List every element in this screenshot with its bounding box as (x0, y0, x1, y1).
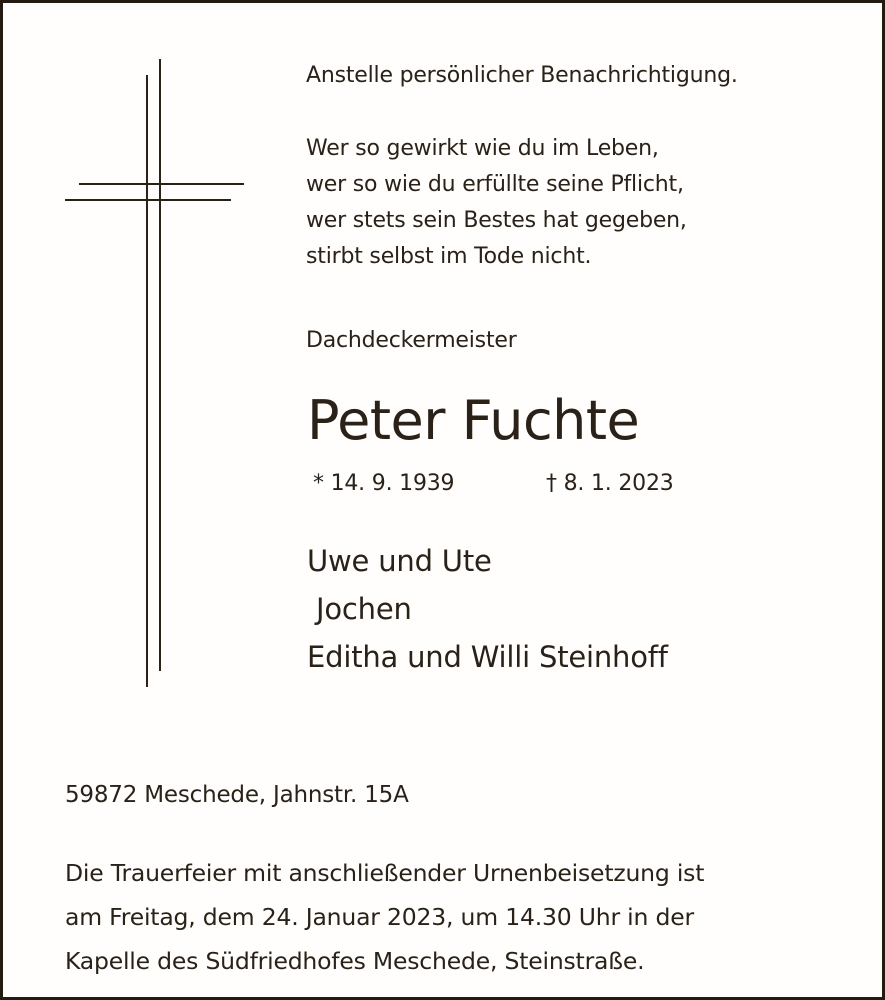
death-date: † 8. 1. 2023 (546, 471, 674, 496)
poem-line: stirbt selbst im Tode nicht. (306, 244, 592, 269)
mourner-line: Jochen (307, 592, 412, 626)
service-line: Kapelle des Südfriedhofes Meschede, Steinstraße. (65, 947, 645, 975)
cross-vertical-line (146, 75, 148, 687)
profession: Dachdeckermeister (306, 328, 517, 353)
poem-line: wer stets sein Bestes hat gegeben, (306, 208, 687, 233)
cross-vertical-line (159, 59, 161, 671)
poem (306, 131, 687, 275)
birth-date: * 14. 9. 1939 (313, 471, 455, 496)
poem-line: wer so wie du erfüllte seine Pflicht, (306, 172, 684, 197)
intro-text: Anstelle persönlicher Benachrichtigung. (306, 63, 738, 88)
cross-horizontal-line (79, 183, 244, 185)
poem-line: Wer so gewirkt wie du im Leben, (306, 136, 659, 161)
deceased-name: Peter Fuchte (307, 389, 640, 452)
service-line: am Freitag, dem 24. Januar 2023, um 14.30 Uhr in der (65, 903, 694, 931)
funeral-service-info (65, 851, 704, 983)
address: 59872 Meschede, Jahnstr. 15A (65, 782, 409, 808)
mourner-line: Uwe und Ute (307, 544, 492, 578)
mourners-list (307, 537, 668, 681)
service-line: Die Trauerfeier mit anschließender Urnenbeisetzung ist (65, 859, 705, 887)
cross-horizontal-line (65, 199, 231, 201)
mourner-line: Editha und Willi Steinhoff (307, 640, 668, 674)
